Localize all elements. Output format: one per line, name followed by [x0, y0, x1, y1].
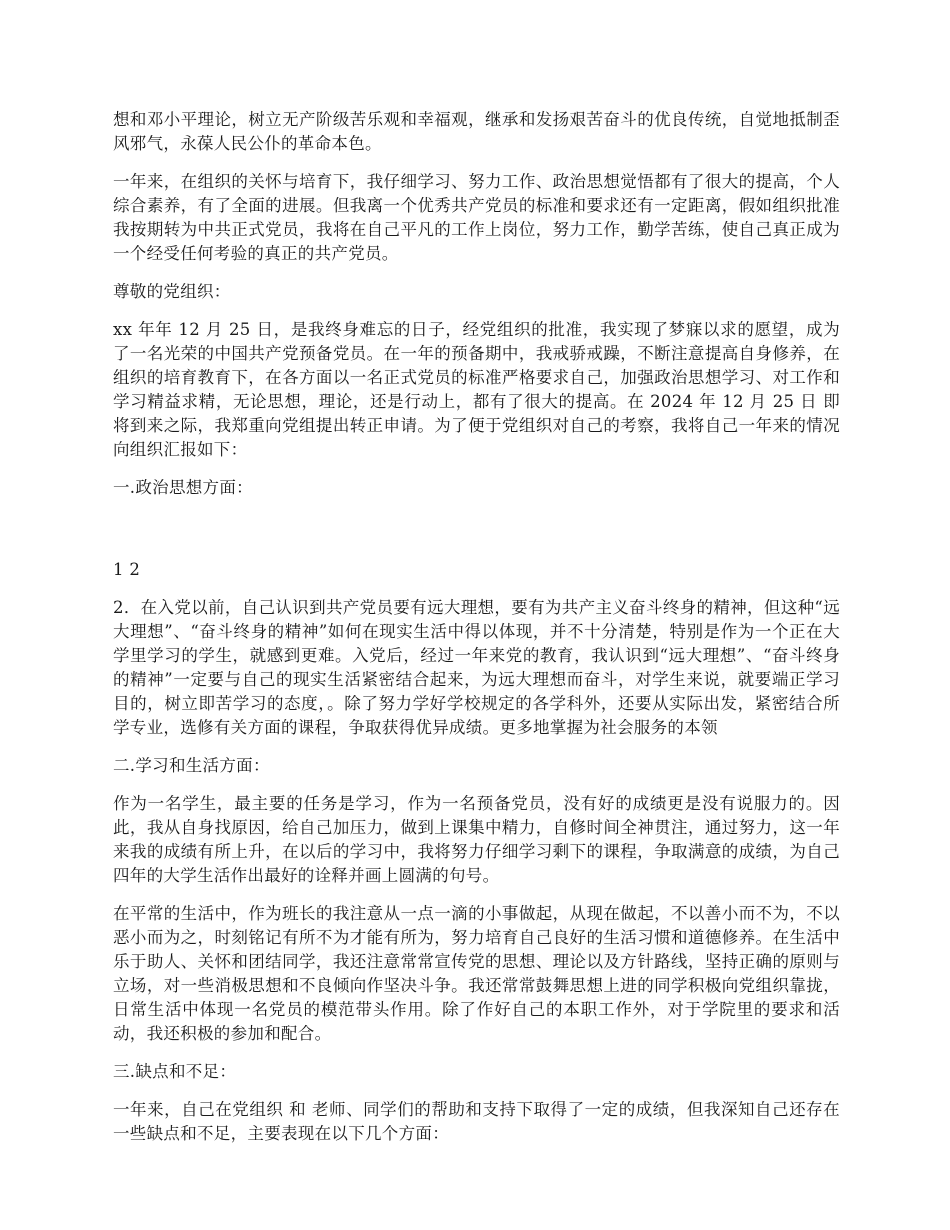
paragraph-ideology-continued: 想和邓小平理论，树立无产阶级苦乐观和幸福观，继承和发扬艰苦奋斗的优良传统，自觉地抵制歪风邪气，永葆人民公仆的革命本色。: [113, 110, 840, 153]
paragraph-ideal-belief: 2．在入党以前，自己认识到共产党员要有远大理想，要有为共产主义奋斗终身的精神，但这种“远大理想”、“奋斗终身的精神”如何在现实生活中得以体现，并不十分清楚，特别是作为一个正在大学里学习的学生，就感到更难。入党后，经过一年来党的教育，我认识到“远大理想”、“奋斗终身的精神”一定要与自己的现实生活紧密结合起来，为远大理想而奋斗，对学生来说，就要端正学习目的，树立即苦学习的态度，。除了努力学好学校规定的各学科外，还要从实际出发，紧密结合所学专业，选修有关方面的课程，争取获得优异成绩。更多地掌握为社会服务的本领: [113, 598, 840, 737]
section-heading-political: 一.政治思想方面：: [113, 478, 253, 497]
page-numbers: 1 2: [113, 560, 141, 579]
section-heading-shortcomings: 三.缺点和不足：: [113, 1062, 237, 1081]
paragraph-study: 作为一名学生，最主要的任务是学习，作为一名预备党员，没有好的成绩更是没有说服力的。因此，我从自身找原因，给自己加压力，做到上课集中精力，自修时间全神贯注，通过努力，这一年来我的成绩有所上升，在以后的学习中，我将努力仔细学习剩下的课程，争取满意的成绩，为自己四年的大学生活作出最好的诠释并画上圆满的句号。: [113, 794, 840, 885]
paragraph-shortcomings-intro: 一年来，自己在党组织 和 老师、同学们的帮助和支持下取得了一定的成绩，但我深知自己还存在一些缺点和不足，主要表现在以下几个方面：: [113, 1100, 840, 1143]
paragraph-application-intro: xx 年年 12 月 25 日，是我终身难忘的日子，经党组织的批准，我实现了梦寐以求的愿望，成为了一名光荣的中国共产党预备党员。在一年的预备期中，我戒骄戒躁，不断注意提高自身修养，在组织的培育教育下，在各方面以一名正式党员的标准严格要求自己，加强政治思想学习、对工作和学习精益求精，无论思想，理论，还是行动上，都有了很大的提高。在 2024 年 12 月 25 日 即将到来之际，我郑重向党组提出转正申请。为了便于党组织对自己的考察，我将自己一年来的情况向组织汇报如下：: [113, 320, 840, 459]
document-page: [113, 108, 840, 1160]
paragraph-life: 在平常的生活中，作为班长的我注意从一点一滴的小事做起，从现在做起，不以善小而不为，不以恶小而为之，时刻铭记有所不为才能有所为，努力培育自己良好的生活习惯和道德修养。在生活中乐于助人、关怀和团结同学，我还注意常常宣传党的思想、理论以及方针路线，坚持正确的原则与立场，对一些消极思想和不良倾向作坚决斗争。我还常常鼓舞思想上进的同学积极向党组织靠拢，日常生活中体现一名党员的模范带头作用。除了作好自己的本职工作外，对于学院里的要求和活动，我还积极的参加和配合。: [113, 904, 840, 1043]
salutation: 尊敬的党组织：: [113, 282, 231, 301]
paragraph-year-summary: 一年来，在组织的关怀与培育下，我仔细学习、努力工作、政治思想觉悟都有了很大的提高，个人综合素养，有了全面的进展。但我离一个优秀共产党员的标准和要求还有一定距离，假如组织批准我按期转为中共正式党员，我将在自己平凡的工作上岗位，努力工作，勤学苦练，使自己真正成为一个经受任何考验的真正的共产党员。: [113, 172, 840, 263]
page-break-gap: [113, 514, 840, 558]
section-heading-study-life: 二.学习和生活方面：: [113, 756, 270, 775]
